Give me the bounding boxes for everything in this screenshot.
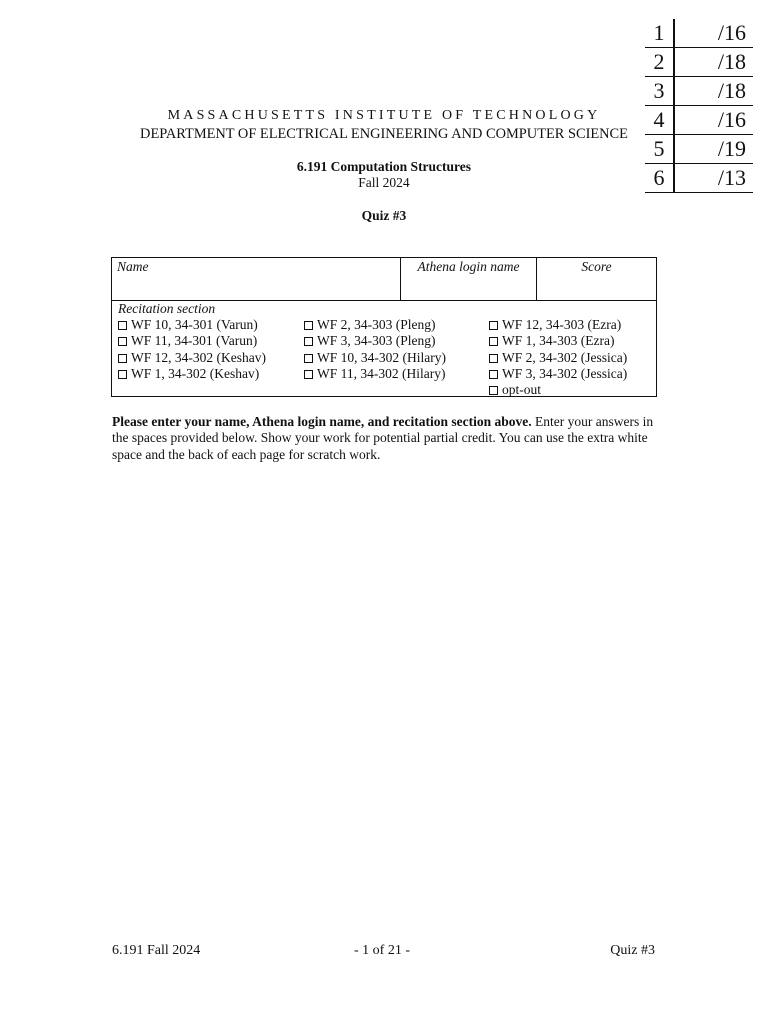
checkbox-icon[interactable] <box>489 337 498 346</box>
section-option[interactable] <box>489 350 627 366</box>
institute-name: MASSACHUSETTS INSTITUTE OF TECHNOLOGY <box>167 108 601 123</box>
section-option-label: WF 2, 34-302 (Jessica) <box>502 349 628 365</box>
section-option-opt-out[interactable] <box>489 382 627 398</box>
question-points: /16 <box>674 19 753 48</box>
department-name: DEPARTMENT OF ELECTRICAL ENGINEERING AND COMPUTER SCIENCE <box>140 126 628 142</box>
section-option-label: opt-out <box>502 382 541 398</box>
score-row <box>645 77 753 106</box>
instructions-paragraph <box>112 414 658 463</box>
checkbox-icon[interactable] <box>304 370 313 379</box>
checkbox-icon[interactable] <box>489 386 498 395</box>
student-info-box <box>111 257 657 397</box>
checkbox-icon[interactable] <box>489 370 498 379</box>
section-option-label: WF 11, 34-301 (Varun) <box>131 333 258 349</box>
quiz-title: Quiz #3 <box>361 208 407 223</box>
footer-quiz: Quiz #3 <box>610 943 655 958</box>
section-option-label: WF 10, 34-302 (Hilary) <box>317 349 446 365</box>
question-points: /16 <box>674 106 753 135</box>
checkbox-icon[interactable] <box>304 321 313 330</box>
section-column <box>489 317 627 398</box>
checkbox-icon[interactable] <box>118 321 127 330</box>
question-number: 3 <box>645 77 674 106</box>
section-option[interactable] <box>304 366 446 382</box>
section-option-label: WF 1, 34-302 (Keshav) <box>131 365 260 381</box>
section-option-label: WF 3, 34-303 (Pleng) <box>317 333 436 349</box>
section-option-label: WF 2, 34-303 (Pleng) <box>317 317 436 332</box>
term-label: Fall 2024 <box>358 175 410 190</box>
question-number: 1 <box>645 19 674 48</box>
section-option[interactable] <box>118 350 266 366</box>
question-points: /19 <box>674 135 753 164</box>
question-number: 4 <box>645 106 674 135</box>
course-title: 6.191 Computation Structures <box>296 159 472 174</box>
checkbox-icon[interactable] <box>304 354 313 363</box>
name-field[interactable] <box>112 258 401 300</box>
question-points: /13 <box>674 164 753 193</box>
footer-course: 6.191 Fall 2024 <box>112 943 201 958</box>
instructions-text: Enter your answers in the spaces provided below. Show your work for potential partial credit. You can use the extra white space and the back of each page for scratch work. <box>112 414 654 462</box>
checkbox-icon[interactable] <box>118 354 127 363</box>
section-option[interactable] <box>304 317 446 333</box>
score-row <box>645 19 753 48</box>
section-option[interactable] <box>304 350 446 366</box>
checkbox-icon[interactable] <box>304 337 313 346</box>
section-option[interactable] <box>489 333 627 349</box>
athena-login-field[interactable] <box>401 258 537 300</box>
athena-label: Athena login name <box>417 259 520 274</box>
section-option-label: WF 10, 34-301 (Varun) <box>131 317 258 332</box>
recitation-section-label: Recitation section <box>118 301 216 316</box>
checkbox-icon[interactable] <box>489 354 498 363</box>
name-label: Name <box>117 259 149 274</box>
checkbox-icon[interactable] <box>118 370 127 379</box>
question-points: /18 <box>674 48 753 77</box>
instructions-bold: Please enter your name, Athena login name, and recitation section above. <box>112 414 532 429</box>
question-points: /18 <box>674 77 753 106</box>
section-option[interactable] <box>118 333 266 349</box>
section-option-label: WF 12, 34-302 (Keshav) <box>131 349 266 365</box>
section-column <box>304 317 446 382</box>
section-option[interactable] <box>489 366 627 382</box>
section-option[interactable] <box>489 317 627 333</box>
info-header-row <box>112 258 656 301</box>
section-option-label: WF 11, 34-302 (Hilary) <box>317 365 446 381</box>
section-option[interactable] <box>304 333 446 349</box>
question-number: 6 <box>645 164 674 193</box>
checkbox-icon[interactable] <box>118 337 127 346</box>
score-label: Score <box>581 259 612 274</box>
section-option-label: WF 12, 34-303 (Ezra) <box>502 317 622 332</box>
score-row <box>645 48 753 77</box>
score-field <box>537 258 656 300</box>
section-option[interactable] <box>118 366 266 382</box>
checkbox-icon[interactable] <box>489 321 498 330</box>
section-option[interactable] <box>118 317 266 333</box>
section-option-label: WF 3, 34-302 (Jessica) <box>502 365 628 381</box>
question-number: 5 <box>645 135 674 164</box>
section-option-label: WF 1, 34-303 (Ezra) <box>502 333 615 349</box>
question-number: 2 <box>645 48 674 77</box>
footer-page-number: - 1 of 21 - <box>354 943 410 958</box>
section-column <box>118 317 266 382</box>
